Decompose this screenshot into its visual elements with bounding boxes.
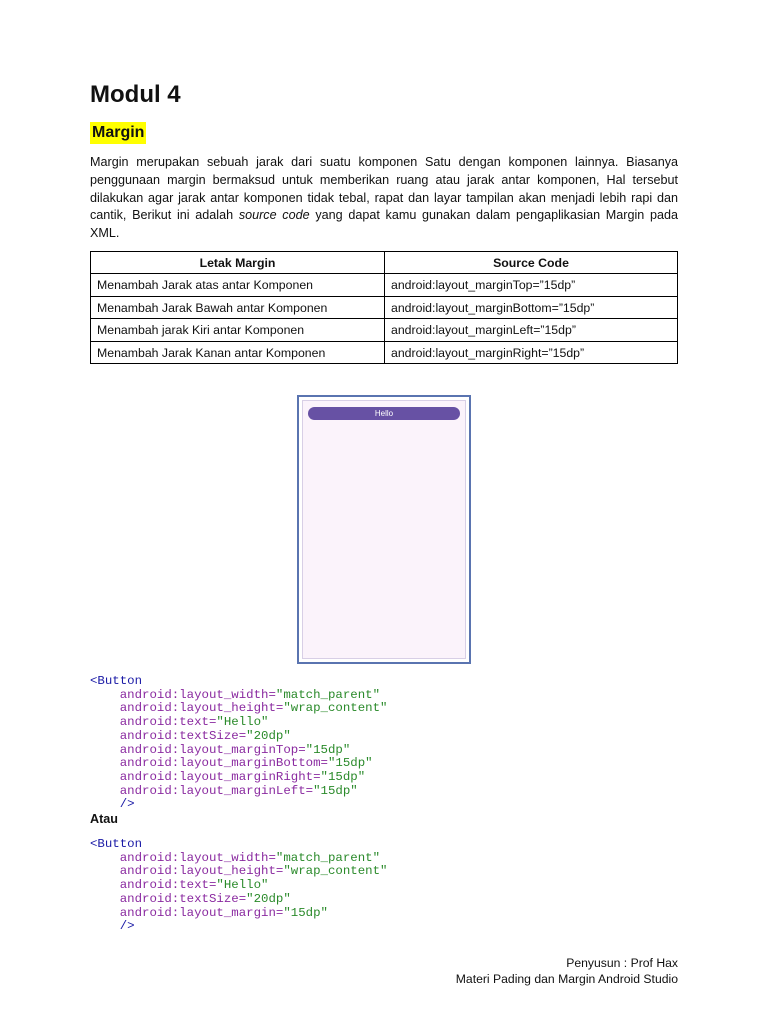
- table-cell: android:layout_marginLeft=”15dp”: [385, 319, 678, 342]
- table-cell: android:layout_marginTop=”15dp”: [385, 274, 678, 297]
- table-header-letak: Letak Margin: [91, 251, 385, 274]
- code-value: "15dp": [305, 742, 351, 757]
- code-block-1: [90, 675, 387, 812]
- code-value: "Hello": [216, 878, 269, 893]
- document-page: [90, 78, 678, 364]
- code-attr: android:layout_width=: [119, 850, 276, 865]
- code-attr: android:layout_margin=: [119, 905, 284, 920]
- intro-paragraph: [90, 154, 678, 243]
- page-title: Modul 4: [90, 81, 181, 108]
- code-attr: android:layout_marginRight=: [119, 769, 321, 784]
- code-value: "match_parent": [275, 850, 381, 865]
- code-value: "15dp": [320, 769, 366, 784]
- code-close-tag: />: [119, 797, 135, 812]
- table-cell: Menambah Jarak Bawah antar Komponen: [91, 296, 385, 319]
- code-value: "wrap_content": [283, 864, 388, 879]
- code-attr: android:layout_height=: [119, 864, 284, 879]
- paragraph-text-2: yang dapat kamu gunakan dalam pengaplikasian Margin pada XML.: [90, 208, 678, 241]
- table-cell: android:layout_marginRight=”15dp”: [385, 341, 678, 364]
- table-row: [91, 341, 678, 364]
- app-preview-screenshot: [297, 395, 471, 664]
- table-row: [91, 274, 678, 297]
- code-value: "Hello": [216, 715, 269, 730]
- code-attr: android:layout_width=: [119, 687, 276, 702]
- code-value: "20dp": [246, 728, 291, 743]
- code-attr: android:layout_marginLeft=: [119, 783, 314, 798]
- code-value: "wrap_content": [283, 701, 388, 716]
- code-attr: android:layout_marginBottom=: [119, 756, 328, 771]
- table-header-row: [91, 251, 678, 274]
- code-attr: android:layout_marginTop=: [119, 742, 306, 757]
- code-open-tag: <Button: [90, 837, 143, 851]
- table-header-source: Source Code: [385, 251, 678, 274]
- paragraph-text-1: Margin merupakan sebuah jarak dari suatu komponen Satu dengan komponen lainnya. Biasanya penggunaan margin bermaksud untuk memberikan ruang atau jarak antar komponen, Hal tersebut dilakukan agar jarak antar komponen tidak tebal, rapat dan layar tampilan akan menjadi lebih rapi dan cantik, Berikut ini adalah: [90, 155, 678, 223]
- code-attr: android:layout_height=: [119, 701, 284, 716]
- app-preview-screen: [302, 400, 466, 659]
- code-attr: android:textSize=: [119, 891, 247, 906]
- table-row: [91, 319, 678, 342]
- code-value: "match_parent": [275, 687, 381, 702]
- paragraph-emphasis: source code: [238, 208, 310, 223]
- page-footer: [456, 955, 678, 987]
- code-value: "15dp": [327, 756, 373, 771]
- table-cell: Menambah jarak Kiri antar Komponen: [91, 319, 385, 342]
- code-value: "15dp": [283, 905, 328, 920]
- hello-button-preview: Hello: [308, 407, 460, 420]
- table-cell: Menambah Jarak Kanan antar Komponen: [91, 341, 385, 364]
- code-attr: android:text=: [119, 715, 217, 730]
- section-title: Margin: [90, 122, 146, 144]
- code-attr: android:text=: [119, 878, 217, 893]
- table-cell: Menambah Jarak atas antar Komponen: [91, 274, 385, 297]
- table-cell: android:layout_marginBottom=”15dp”: [385, 296, 678, 319]
- table-row: [91, 296, 678, 319]
- code-value: "20dp": [246, 891, 291, 906]
- footer-subject: Materi Pading dan Margin Android Studio: [455, 972, 678, 986]
- margin-table: [90, 251, 678, 365]
- code-close-tag: />: [119, 919, 135, 934]
- code-block-2: [90, 838, 387, 934]
- code-attr: android:textSize=: [119, 728, 247, 743]
- footer-author: Penyusun : Prof Hax: [566, 956, 678, 970]
- separator-label: Atau: [90, 812, 118, 826]
- code-open-tag: <Button: [90, 674, 143, 688]
- code-value: "15dp": [313, 783, 358, 798]
